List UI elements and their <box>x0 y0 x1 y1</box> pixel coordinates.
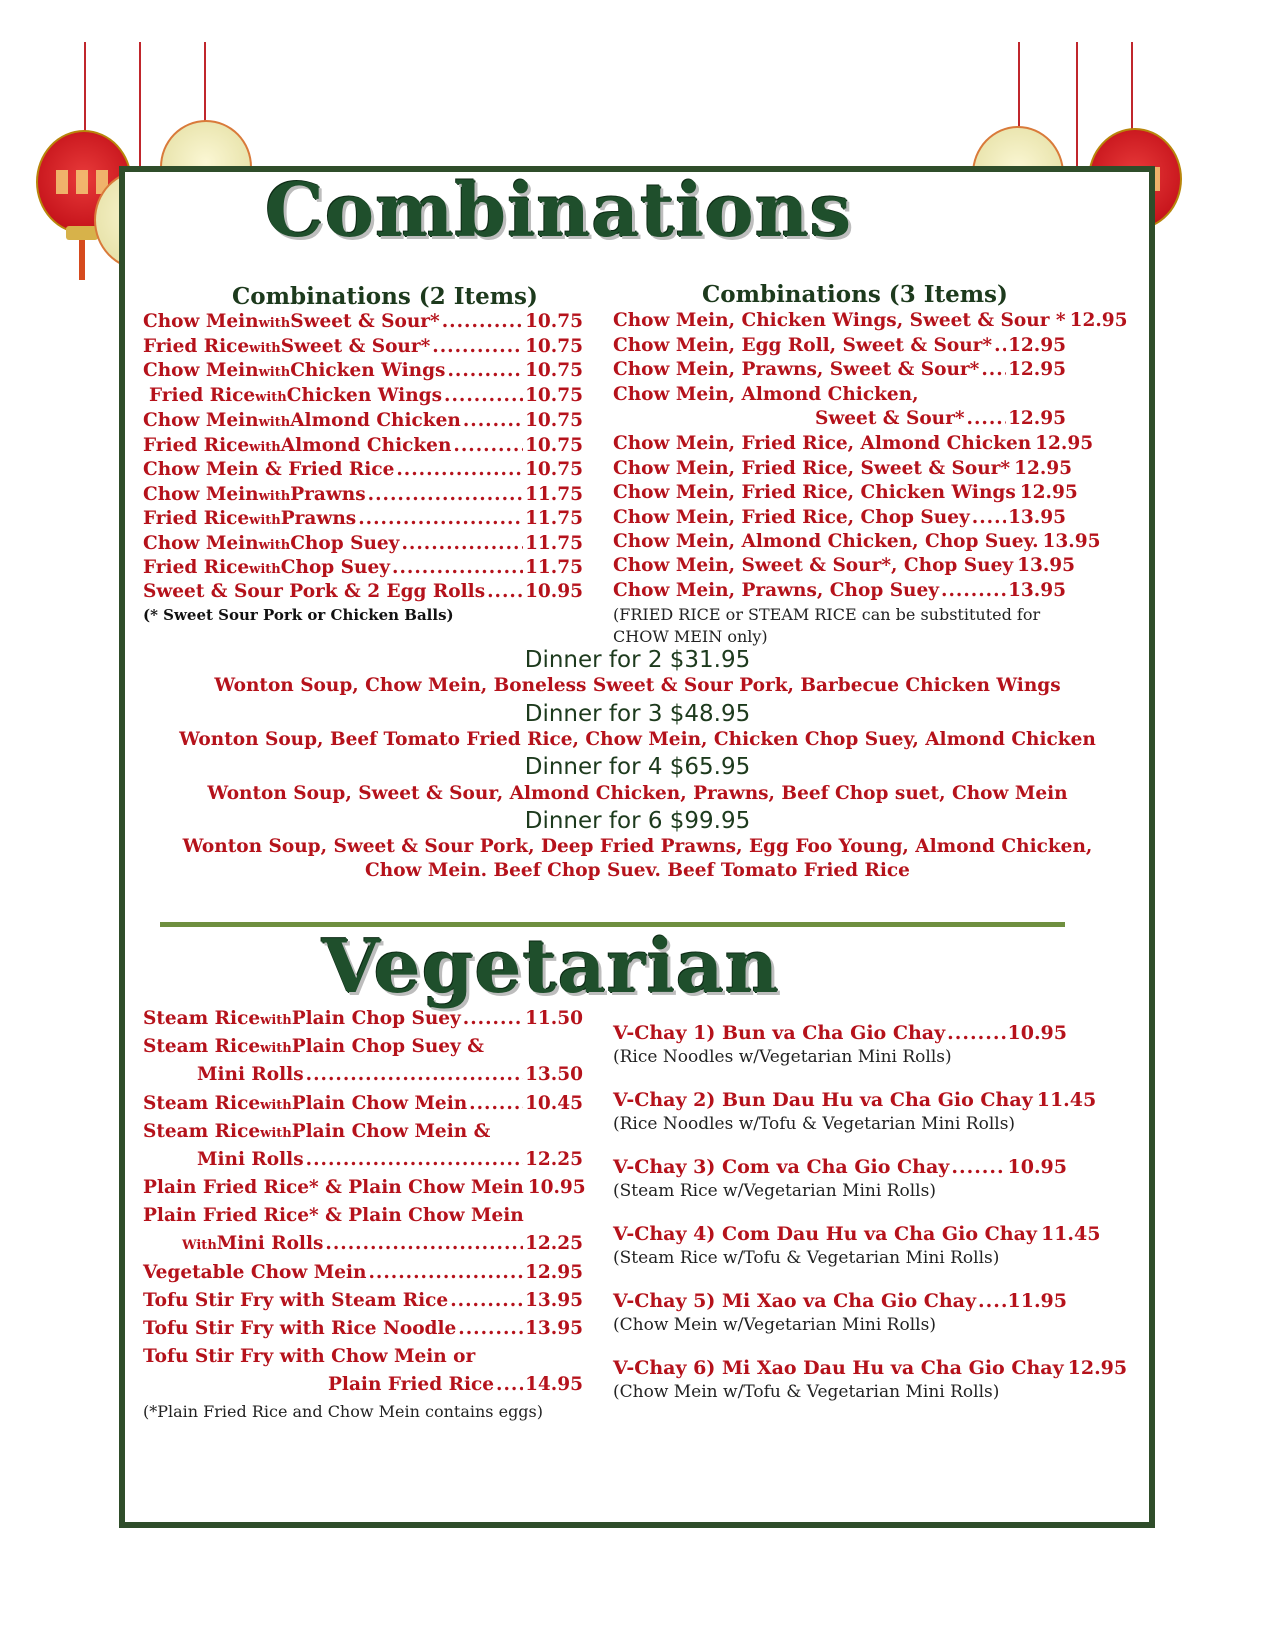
leader-dots <box>444 385 523 406</box>
menu-item-row <box>143 1318 583 1339</box>
item-with: with <box>258 489 291 504</box>
leader-dots <box>306 1064 523 1085</box>
item-description: (Steam Rice w/Vegetarian Mini Rolls) <box>613 1181 936 1201</box>
item-description: (Steam Rice w/Tofu & Vegetarian Mini Rolls) <box>613 1248 1000 1268</box>
item-price: 10.95 <box>1007 1156 1067 1178</box>
item-name: Chow Mein, Chicken Wings, Sweet & Sour * <box>613 310 1066 331</box>
item-name: Steam Rice <box>143 1093 261 1114</box>
item-name: Chow Mein <box>143 484 259 505</box>
menu-item-row <box>613 359 1066 380</box>
menu-item-row <box>143 533 583 554</box>
combinations-title: Combinations <box>265 168 853 254</box>
two-items-heading: Combinations (2 Items) <box>232 283 538 310</box>
vegetarian-left-note: (*Plain Fried Rice and Chow Mein contains eggs) <box>143 1402 543 1421</box>
item-with: with <box>249 513 281 528</box>
three-items-heading: Combinations (3 Items) <box>702 281 1008 308</box>
item-description: (Chow Mein w/Vegetarian Mini Rolls) <box>613 1315 936 1335</box>
menu-item-row <box>197 1149 583 1170</box>
item-price: 12.95 <box>525 1262 583 1283</box>
item-name: Chow Mein, Almond Chicken, <box>613 384 919 405</box>
item-with: With <box>182 1238 217 1253</box>
item-name: Fried Rice <box>143 336 250 357</box>
two-items-note: (* Sweet Sour Pork or Chicken Balls) <box>143 606 454 624</box>
menu-item-row <box>613 580 1066 601</box>
item-name-second: Prawns <box>290 484 366 505</box>
item-price: 11.45 <box>1036 1089 1097 1111</box>
item-with: with <box>255 390 287 405</box>
item-price: 10.75 <box>525 410 583 431</box>
item-with: with <box>260 1126 292 1141</box>
menu-item-row <box>613 1223 1101 1245</box>
leader-dots <box>401 533 523 554</box>
item-description: (Rice Noodles w/Vegetarian Mini Rolls) <box>613 1047 952 1067</box>
menu-item-row <box>613 482 1078 503</box>
menu-item-row <box>613 1290 1067 1312</box>
item-name: Mini Rolls <box>197 1064 304 1085</box>
item-name: Fried Rice <box>149 385 256 406</box>
dinner-title: Dinner for 2 $31.95 <box>524 647 751 673</box>
menu-item-row <box>613 555 1076 576</box>
item-name: Chow Mein <box>143 410 259 431</box>
item-name: Chow Mein, Prawns, Sweet & Sour* <box>613 359 980 380</box>
item-name: Vegetable Chow Mein <box>143 1262 367 1283</box>
item-price: 11.75 <box>525 508 583 529</box>
leader-dots <box>994 335 1006 356</box>
item-name: Sweet & Sour Pork & 2 Egg Rolls <box>143 581 486 602</box>
menu-item-row <box>613 335 1066 356</box>
item-name: Plain Fried Rice* & Plain Chow Mein <box>143 1205 524 1226</box>
item-name-second: Sweet & Sour* <box>290 311 440 332</box>
item-description: (Rice Noodles w/Tofu & Vegetarian Mini Rolls) <box>613 1114 1016 1134</box>
item-name: Sweet & Sour* <box>815 408 965 429</box>
item-name: Tofu Stir Fry with Steam Rice <box>143 1290 449 1311</box>
item-name-second: Chop Suey <box>290 533 400 554</box>
item-name-second: Prawns <box>280 508 357 529</box>
item-name: Chow Mein, Fried Rice, Sweet & Sour* <box>613 458 1011 479</box>
item-name: Mini Rolls <box>197 1149 304 1170</box>
item-name: Tofu Stir Fry with Chow Mein or <box>143 1346 476 1367</box>
item-name: Steam Rice <box>143 1036 261 1057</box>
item-price: 11.75 <box>525 484 583 505</box>
item-with: with <box>260 1098 292 1113</box>
item-price: 13.95 <box>525 1290 583 1311</box>
item-price: 13.95 <box>1017 555 1076 576</box>
item-price: 11.75 <box>525 533 583 554</box>
menu-item-row <box>143 435 583 456</box>
dinner-title: Dinner for 3 $48.95 <box>524 701 751 727</box>
item-name: Fried Rice <box>143 435 250 456</box>
item-price: 10.45 <box>525 1093 583 1114</box>
item-price: 10.75 <box>525 311 583 332</box>
item-price: 11.95 <box>1007 1290 1067 1312</box>
item-price: 12.95 <box>1008 359 1066 380</box>
item-name-second: Plain Chow Mein <box>291 1093 468 1114</box>
item-price: 13.95 <box>1008 507 1066 528</box>
leader-dots <box>981 359 1006 380</box>
vegetarian-title: Vegetarian <box>322 924 780 1010</box>
menu-item-row <box>143 410 583 431</box>
item-name: Chow Mein <box>143 360 259 381</box>
menu-item-row <box>143 1205 524 1226</box>
leader-dots <box>450 1290 523 1311</box>
item-price: 13.95 <box>1042 531 1101 552</box>
leader-dots <box>358 508 523 529</box>
menu-item-row <box>143 336 583 357</box>
item-name: V-Chay 1) Bun va Cha Gio Chay <box>613 1022 946 1044</box>
item-price: 11.45 <box>1040 1223 1101 1245</box>
menu-item-row <box>613 384 919 405</box>
item-name: Steam Rice <box>143 1121 261 1142</box>
leader-dots <box>496 1374 523 1395</box>
item-name: Chow Mein, Fried Rice, Chop Suey <box>613 507 970 528</box>
item-price: 10.95 <box>525 581 583 602</box>
menu-item-row <box>143 557 583 578</box>
item-name-second: Plain Chow Mein & <box>291 1121 491 1142</box>
menu-item-row <box>197 1064 583 1085</box>
item-name: Chow Mein, Egg Roll, Sweet & Sour* <box>613 335 993 356</box>
leader-dots <box>967 408 1007 429</box>
leader-dots <box>325 1233 523 1254</box>
menu-item-row <box>182 1233 583 1254</box>
item-name: Tofu Stir Fry with Rice Noodle <box>143 1318 457 1339</box>
leader-dots <box>487 581 523 602</box>
item-name: V-Chay 2) Bun Dau Hu va Cha Gio Chay <box>613 1089 1033 1111</box>
dinner-items: Wonton Soup, Sweet & Sour Pork, Deep Fried Prawns, Egg Foo Young, Almond Chicken, <box>182 836 1093 857</box>
item-price: 12.95 <box>1014 458 1073 479</box>
menu-item-row <box>143 484 583 505</box>
three-items-note-line2: CHOW MEIN only) <box>613 627 768 646</box>
item-name: Chow Mein, Fried Rice, Chicken Wings <box>613 482 1016 503</box>
item-with: with <box>260 1041 292 1056</box>
menu-item-row <box>143 1262 583 1283</box>
leader-dots <box>463 410 523 431</box>
leader-dots <box>978 1290 1005 1312</box>
menu-item-row <box>143 1177 586 1198</box>
dinner-items: Chow Mein. Beef Chop Suev. Beef Tomato Fried Rice <box>365 860 910 881</box>
item-name: Chow Mein <box>143 311 259 332</box>
leader-dots <box>396 459 523 480</box>
item-name-second: Chicken Wings <box>286 385 442 406</box>
menu-item-row <box>328 1374 583 1395</box>
item-price: 14.95 <box>525 1374 583 1395</box>
leader-dots <box>447 360 523 381</box>
item-name: V-Chay 6) Mi Xao Dau Hu va Cha Gio Chay <box>613 1357 1064 1379</box>
item-price: 10.95 <box>527 1177 586 1198</box>
leader-dots <box>432 336 523 357</box>
menu-item-row <box>613 1022 1067 1044</box>
menu-item-row <box>613 433 1094 454</box>
menu-item-row <box>613 310 1128 331</box>
leader-dots <box>458 1318 523 1339</box>
menu-item-row <box>143 581 583 602</box>
item-name: Fried Rice <box>143 557 250 578</box>
item-price: 12.95 <box>1019 482 1078 503</box>
leader-dots <box>972 507 1006 528</box>
item-name: Plain Fried Rice <box>328 1374 495 1395</box>
item-name: Chow Mein, Fried Rice, Almond Chicken <box>613 433 1032 454</box>
item-with: with <box>249 341 281 356</box>
menu-item-row <box>149 385 583 406</box>
dinner-title: Dinner for 4 $65.95 <box>524 754 751 780</box>
leader-dots <box>453 435 523 456</box>
item-name: V-Chay 4) Com Dau Hu va Cha Gio Chay <box>613 1223 1037 1245</box>
item-price: 12.95 <box>1008 408 1066 429</box>
leader-dots <box>392 557 523 578</box>
item-name-second: Plain Chop Suey <box>291 1008 461 1029</box>
leader-dots <box>442 311 523 332</box>
item-price: 12.95 <box>1035 433 1094 454</box>
dinner-items: Wonton Soup, Beef Tomato Fried Rice, Chow Mein, Chicken Chop Suey, Almond Chicken <box>179 729 1096 750</box>
menu-item-row <box>143 1290 583 1311</box>
item-name-second: Chicken Wings <box>290 360 446 381</box>
item-name: Chow Mein <box>143 533 259 554</box>
menu-item-row <box>613 458 1073 479</box>
item-name: Fried Rice <box>143 508 250 529</box>
item-price: 12.95 <box>1067 1357 1128 1379</box>
item-name: Chow Mein, Sweet & Sour*, Chop Suey <box>613 555 1014 576</box>
item-price: 12.25 <box>525 1233 583 1254</box>
item-name-second: Plain Chop Suey & <box>291 1036 484 1057</box>
item-name-second: Almond Chicken <box>280 435 452 456</box>
item-price: 10.75 <box>525 435 583 456</box>
item-price: 12.25 <box>525 1149 583 1170</box>
item-price: 10.75 <box>525 459 583 480</box>
item-with: with <box>258 538 291 553</box>
menu-item-row <box>143 311 583 332</box>
item-description: (Chow Mein w/Tofu & Vegetarian Mini Rolls) <box>613 1382 1000 1402</box>
item-price: 12.95 <box>1069 310 1128 331</box>
item-price: 13.95 <box>525 1318 583 1339</box>
item-price: 10.75 <box>525 360 583 381</box>
item-with: with <box>258 415 291 430</box>
item-name-second: Almond Chicken <box>290 410 461 431</box>
item-name: Chow Mein, Almond Chicken, Chop Suey. <box>613 531 1039 552</box>
dinner-items: Wonton Soup, Chow Mein, Boneless Sweet & Sour Pork, Barbecue Chicken Wings <box>214 675 1061 696</box>
leader-dots <box>941 580 1006 601</box>
dinner-items: Wonton Soup, Sweet & Sour, Almond Chicken, Prawns, Beef Chop suet, Chow Mein <box>207 783 1068 804</box>
item-price: 12.95 <box>1008 335 1066 356</box>
item-name-second: Chop Suey <box>280 557 390 578</box>
menu-item-row <box>815 408 1066 429</box>
item-with: with <box>249 440 281 455</box>
leader-dots <box>951 1156 1005 1178</box>
item-price: 10.95 <box>1007 1022 1067 1044</box>
dinner-title: Dinner for 6 $99.95 <box>524 808 751 834</box>
menu-item-row <box>143 508 583 529</box>
item-name: Plain Fried Rice* & Plain Chow Mein <box>143 1177 524 1198</box>
item-name: Chow Mein & Fried Rice <box>143 459 395 480</box>
menu-item-row <box>143 1093 583 1114</box>
item-name-second: Sweet & Sour* <box>280 336 431 357</box>
leader-dots <box>469 1093 523 1114</box>
item-price: 11.50 <box>525 1008 583 1029</box>
three-items-note-line1: (FRIED RICE or STEAM RICE can be substituted for <box>613 605 1041 624</box>
item-price: 13.95 <box>1008 580 1066 601</box>
item-with: with <box>258 316 291 331</box>
menu-item-row <box>143 1008 583 1029</box>
menu-item-row <box>613 531 1101 552</box>
leader-dots <box>463 1008 523 1029</box>
item-price: 10.75 <box>525 336 583 357</box>
item-price: 11.75 <box>525 557 583 578</box>
item-with: with <box>258 365 291 380</box>
item-price: 13.50 <box>525 1064 583 1085</box>
leader-dots <box>306 1149 523 1170</box>
menu-item-row <box>143 1121 490 1142</box>
menu-item-row <box>613 1089 1097 1111</box>
item-name: V-Chay 3) Com va Cha Gio Chay <box>613 1156 950 1178</box>
menu-item-row <box>143 1346 475 1367</box>
item-with: with <box>260 1013 292 1028</box>
menu-item-row <box>143 459 583 480</box>
item-name-second: Mini Rolls <box>216 1233 324 1254</box>
leader-dots <box>368 484 523 505</box>
menu-item-row <box>143 360 583 381</box>
item-with: with <box>249 562 281 577</box>
item-name: Steam Rice <box>143 1008 261 1029</box>
item-price: 10.75 <box>525 385 583 406</box>
leader-dots <box>368 1262 523 1283</box>
menu-item-row <box>613 507 1066 528</box>
item-name: Chow Mein, Prawns, Chop Suey <box>613 580 940 601</box>
menu-item-row <box>613 1156 1067 1178</box>
item-name: V-Chay 5) Mi Xao va Cha Gio Chay <box>613 1290 977 1312</box>
menu-item-row <box>613 1357 1128 1379</box>
menu-item-row <box>143 1036 484 1057</box>
leader-dots <box>947 1022 1005 1044</box>
